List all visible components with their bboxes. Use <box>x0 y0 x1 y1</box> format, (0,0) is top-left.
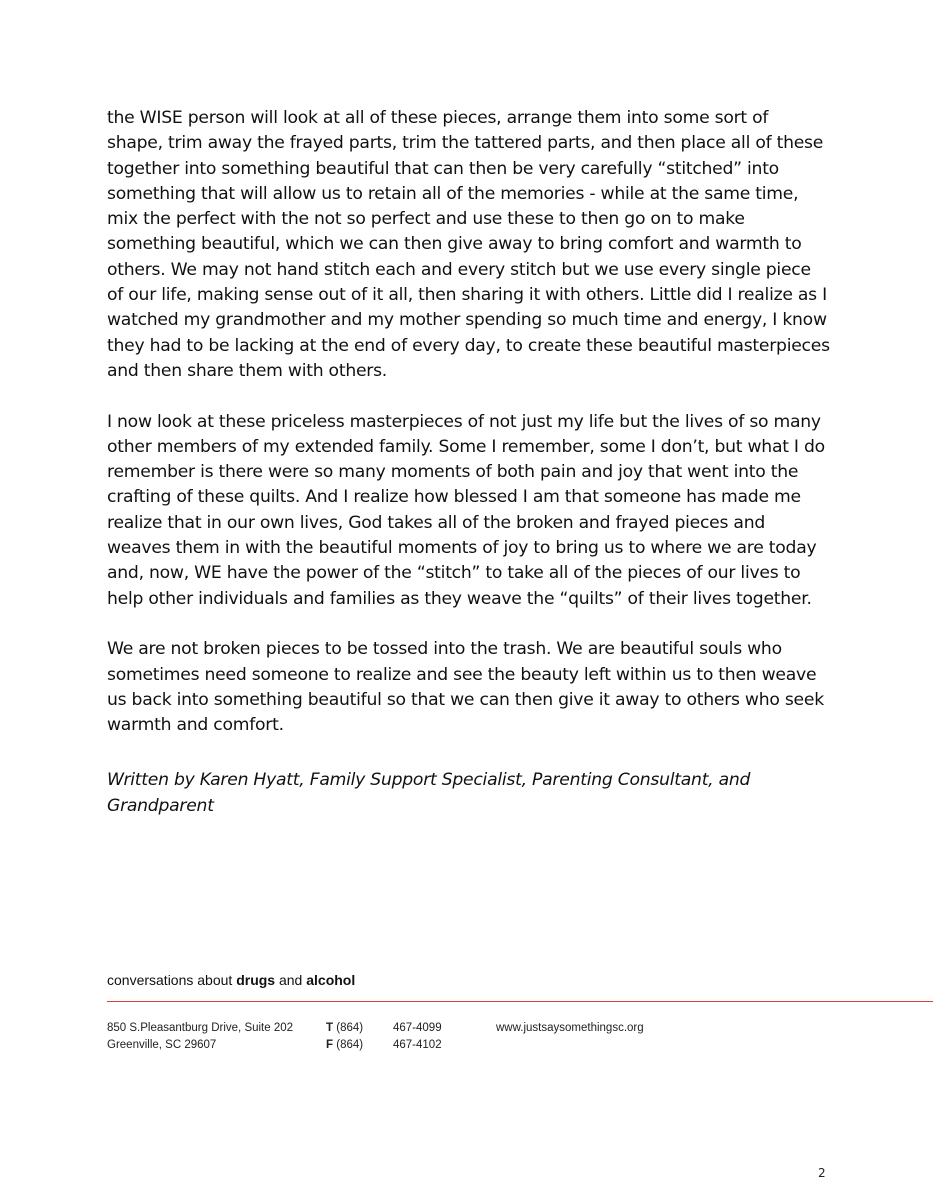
footer-website <box>496 1020 644 1037</box>
tagline-and: and <box>275 972 307 988</box>
phone-number: 467-4099 <box>393 1022 442 1034</box>
paragraph-2: I now look at these priceless masterpieces of not just my life but the lives of so many other members of my extended family. Some I remember, some I don’t, but what I do remember is there were so many moments of both pain and joy that went into the crafting of these quilts. And I realize how blessed I am that someone has made me realize that in our own lives, God takes all of the broken and frayed pieces and weaves them in with the beautiful moments of joy to bring us to where we are today and, now, WE have the power of the “stitch” to take all of the pieces of our lives to help other individuals and families as they weave the “quilts” of their lives together. <box>107 411 825 609</box>
author-credit: Written by Karen Hyatt, Family Support Specialist, Parenting Consultant, and Grandparent <box>107 770 751 816</box>
paragraph-3: We are not broken pieces to be tossed into the trash. We are beautiful souls who sometimes need someone to realize and see the beauty left within us to then weave us back into something beautiful so that we can then give it away to others who seek warmth and comfort. <box>107 639 824 736</box>
fax-area: (864) <box>336 1039 364 1051</box>
fax-number: 467-4102 <box>393 1039 442 1051</box>
page-number: 2 <box>818 1166 826 1180</box>
website-link[interactable]: www.justsaysomethingsc.org <box>496 1022 644 1034</box>
body-text <box>107 106 837 844</box>
phone-label: T <box>326 1022 334 1034</box>
tagline-drugs: drugs <box>236 972 276 988</box>
phone-area: (864) <box>336 1022 364 1034</box>
footer-phone-numbers <box>393 1020 442 1054</box>
tagline-alcohol: alcohol <box>306 972 356 988</box>
footer-phone-labels <box>326 1020 363 1054</box>
fax-label: F <box>326 1039 334 1051</box>
address-line-2: Greenville, SC 29607 <box>107 1039 217 1051</box>
footer-divider <box>107 1001 933 1002</box>
address-line-1: 850 S.Pleasantburg Drive, Suite 202 <box>107 1022 294 1034</box>
footer-tagline <box>107 972 355 988</box>
footer-address <box>107 1020 293 1054</box>
paragraph-1: the WISE person will look at all of these pieces, arrange them into some sort of shape, trim away the frayed parts, trim the tattered parts, and then place all of these together into something beautiful that can then be very carefully “stitched” into something that will allow us to retain all of the memories - while at the same time, mix the perfect with the not so perfect and use these to then go on to make something beautiful, which we can then give away to bring comfort and warmth to others. We may not hand stitch each and every stitch but we use every single piece of our life, making sense out of it all, then sharing it with others. Little did I realize as I watched my grandmother and my mother spending so much time and energy, I know they had to be lacking at the end of every day, to create these beautiful masterpieces and then share them with others. <box>107 108 830 381</box>
tagline-prefix: conversations about <box>107 972 237 988</box>
